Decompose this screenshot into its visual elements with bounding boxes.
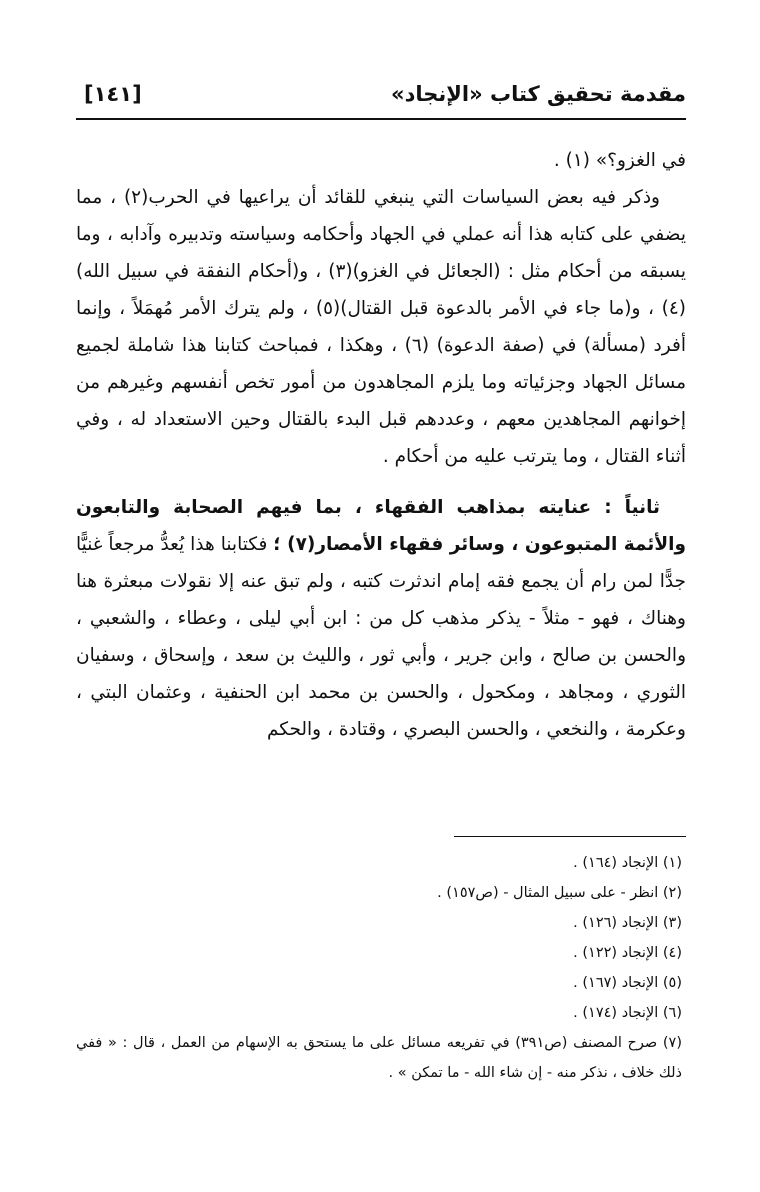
header-divider [76,118,686,120]
paragraph-3-rest: فكتابنا هذا يُعدُّ مرجعاً غنيًّا جدًّا لمن رام أن يجمع فقه إمام اندثرت كتبه ، ولم تبق عنه إلا نقولات مبعثرة هنا وهناك ، فهو - مثلاً - يذكر مذهب كل من : ابن أبي ليلى ، وعطاء ، والشعبي ، والحسن بن صالح ، وابن جرير ، وأبي ثور ، والليث بن سعد ، وإسحاق ، وسفيان الثوري ، ومجاهد ، ومكحول ، والحسن بن محمد ابن الحنفية ، وعثمان البتي ، وعكرمة ، والنخعي ، والحسن البصري ، وقتادة ، والحكم [76,534,686,740]
footnote-2: (٢) انظر - على سبيل المثال - (ص١٥٧) . [437,885,682,901]
book-page [76,0,686,1192]
footnote-3: (٣) الإنجاد (١٢٦) . [573,915,682,931]
footnote-4: (٤) الإنجاد (١٢٢) . [573,945,682,961]
footnotes [76,848,686,1088]
footnote-7: (٧) صرح المصنف (ص٣٩١) في تفريعه مسائل على ما يستحق به الإسهام من العمل ، قال : « ففي ذلك خلاف ، نذكر منه - إن شاء الله - ما تمكن » . [76,1035,682,1081]
paragraph-1: في الغزو؟» (١) . [553,150,686,171]
footnote-5: (٥) الإنجاد (١٦٧) . [573,975,682,991]
running-title: مقدمة تحقيق كتاب «الإنجاد» [391,82,686,106]
page-header [76,70,686,110]
footnote-1: (١) الإنجاد (١٦٤) . [573,855,682,871]
paragraph-3 [76,489,686,748]
page-number: [١٤١] [84,82,142,106]
paragraph-3-lead: ثانياً : عنايته بمذاهب الفقهاء ، بما فيهم الصحابة والتابعون والأئمة المتبوعون ، وسائر فقهاء الأمصار(٧) ؛ [76,497,686,555]
footnote-6: (٦) الإنجاد (١٧٤) . [573,1005,682,1021]
footnote-divider [454,836,686,837]
main-text [76,142,686,748]
paragraph-2: وذكر فيه بعض السياسات التي ينبغي للقائد أن يراعيها في الحرب(٢) ، مما يضفي على كتابه هذا أنه عملي في الجهاد وأحكامه وسياسته وتدبيره وآدابه ، وما يسبقه من أحكام مثل : (الجعائل في الغزو)(٣) ، و(أحكام النفقة في سبيل الله)(٤) ، و(ما جاء في الأمر بالدعوة قبل القتال)(٥) ، ولم يترك الأمر مُهمَلاً ، وإنما أفرد (مسألة) في (صفة الدعوة) (٦) ، وهكذا ، فمباحث كتابنا هذا شاملة لجميع مسائل الجهاد وجزئياته وما يلزم المجاهدون من أمور تخص أنفسهم وغيرهم من إخوانهم المجاهدين معهم ، وعددهم قبل البدء بالقتال وحين الاستعداد له ، وفي أثناء القتال ، وما يترتب عليه من أحكام . [76,187,686,467]
